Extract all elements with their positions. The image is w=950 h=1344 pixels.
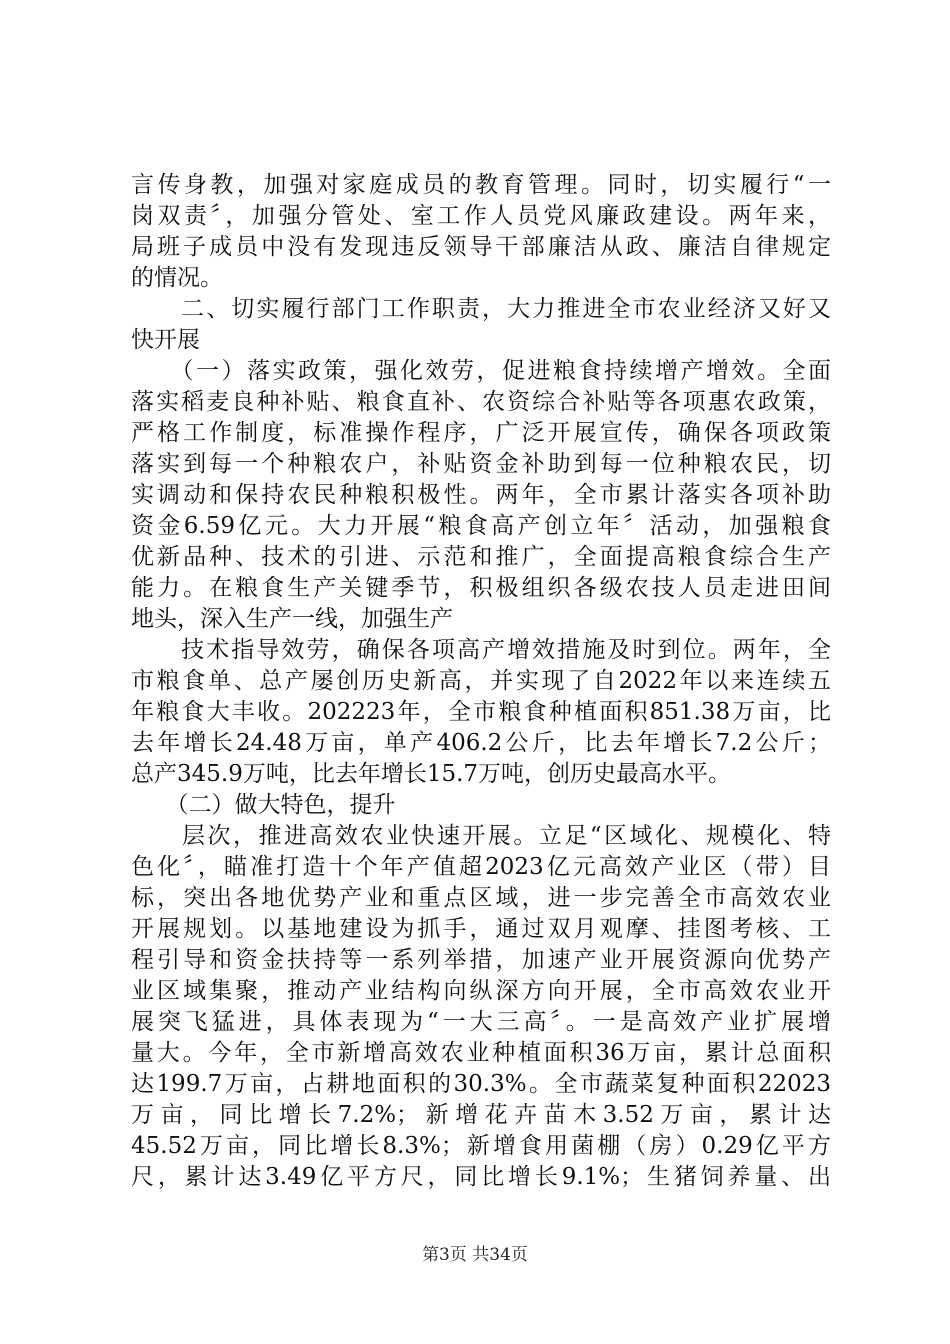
text-line: 落实到每一个种粮农户，补贴资金补助到每一位种粮农民，切 bbox=[131, 451, 831, 477]
text-line: 色化〞，瞄准打造十个年产值超2023亿元高效产业区（带）目 bbox=[131, 854, 831, 880]
text-line: 年粮食大丰收。202223年，全市粮食种植面积851.38万亩，比 bbox=[131, 699, 831, 725]
text-line: 的情况。 bbox=[131, 265, 223, 291]
text-line: 严格工作制度，标准操作程序，广泛开展宣传，确保各项政策 bbox=[131, 420, 831, 446]
text-line: 业区域集聚，推动产业结构向纵深方向开展，全市高效农业开 bbox=[131, 978, 831, 1004]
text-line: 展突飞猛进，具体表现为“一大三高〞。一是高效产业扩展增 bbox=[131, 1009, 831, 1035]
text-line: 标，突出各地优势产业和重点区域，进一步完善全市高效农业 bbox=[131, 885, 831, 911]
text-line: 地头，深入生产一线，加强生产 bbox=[131, 606, 453, 632]
text-line: 量大。今年，全市新增高效农业种植面积36万亩，累计总面积 bbox=[131, 1040, 831, 1066]
text-line: 落实稻麦良种补贴、粮食直补、农资综合补贴等各项惠农政策， bbox=[131, 389, 831, 415]
text-line: 尺，累计达3.49亿平方尺，同比增长9.1%；生猪饲养量、出 bbox=[131, 1164, 831, 1190]
text-line: 市粮食单、总产屡创历史新高，并实现了自2022年以来连续五 bbox=[131, 668, 831, 694]
text-line: 局班子成员中没有发现违反领导干部廉洁从政、廉洁自律规定 bbox=[131, 234, 831, 260]
text-line: （一）落实政策，强化效劳，促进粮食持续增产增效。全面 bbox=[131, 358, 831, 384]
text-line: 技术指导效劳，确保各项高产增效措施及时到位。两年，全 bbox=[131, 637, 831, 663]
text-line: 总产345.9万吨，比去年增长15.7万吨，创历史最高水平。 bbox=[131, 761, 732, 787]
text-line: 去年增长24.48万亩，单产406.2公斤，比去年增长7.2公斤； bbox=[131, 730, 831, 756]
text-line: 达199.7万亩，占耕地面积的30.3%。全市蔬菜复种面积22023 bbox=[131, 1071, 831, 1097]
text-line: 程引导和资金扶持等一系列举措，加速产业开展资源向优势产 bbox=[131, 947, 831, 973]
text-line: （二）做大特色，提升 bbox=[131, 792, 396, 818]
text-line: 岗双责〞，加强分管处、室工作人员党风廉政建设。两年来， bbox=[131, 203, 831, 229]
text-line: 快开展 bbox=[131, 327, 200, 353]
text-line: 优新品种、技术的引进、示范和推广，全面提高粮食综合生产 bbox=[131, 544, 831, 570]
text-line: 45.52万亩，同比增长8.3%；新增食用菌棚（房）0.29亿平方 bbox=[131, 1133, 831, 1159]
text-line: 二、切实履行部门工作职责，大力推进全市农业经济又好又 bbox=[131, 296, 831, 322]
body-text bbox=[131, 170, 831, 1193]
text-line: 能力。在粮食生产关键季节，积极组织各级农技人员走进田间 bbox=[131, 575, 831, 601]
text-line: 资金6.59亿元。大力开展“粮食高产创立年〞活动，加强粮食 bbox=[131, 513, 831, 539]
text-line: 开展规划。以基地建设为抓手，通过双月观摩、挂图考核、工 bbox=[131, 916, 831, 942]
text-line: 万亩，同比增长7.2%；新增花卉苗木3.52万亩，累计达 bbox=[131, 1102, 831, 1128]
page-footer: 第3页 共34页 bbox=[422, 1245, 528, 1265]
text-line: 层次，推进高效农业快速开展。立足“区域化、规模化、特 bbox=[131, 823, 831, 849]
text-line: 实调动和保持农民种粮积极性。两年，全市累计落实各项补助 bbox=[131, 482, 831, 508]
text-line: 言传身教，加强对家庭成员的教育管理。同时，切实履行“一 bbox=[131, 172, 831, 198]
